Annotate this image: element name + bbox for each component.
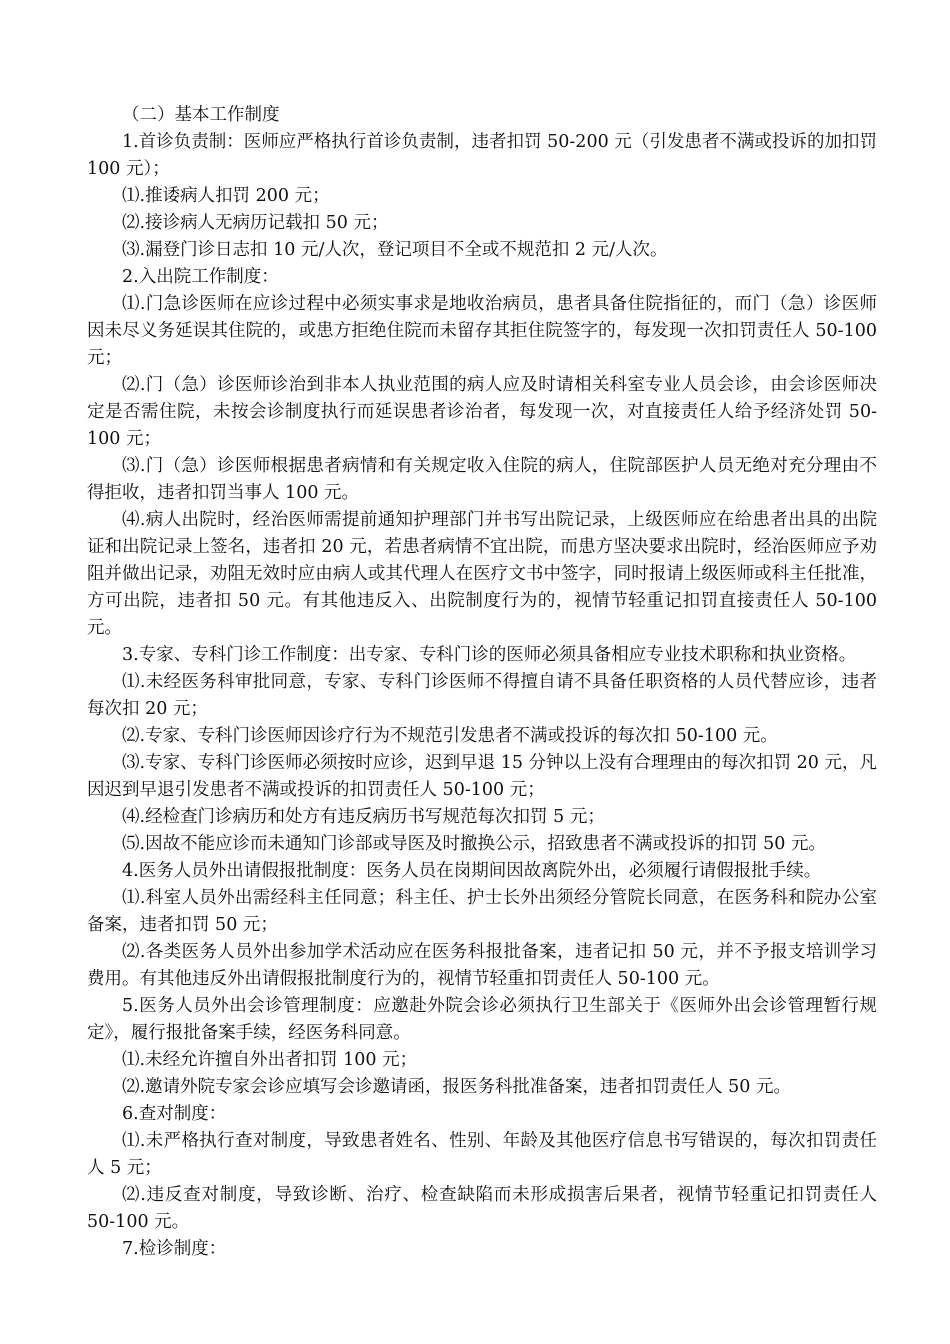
- paragraph-item: ⑸.因故不能应诊而未通知门诊部或导医及时撤换公示，招致患者不满或投诉的扣罚 50 元。: [122, 834, 826, 854]
- paragraph-item: ⑵.接诊病人无病历记载扣 50 元；: [122, 213, 389, 233]
- paragraph-item: ⑴.未严格执行查对制度，导致患者姓名、性别、年龄及其他医疗信息书写错误的，每次扣罚责任人 5 元；: [87, 1131, 877, 1178]
- paragraph-admission-discharge: 2.入出院工作制度：: [122, 267, 279, 287]
- paragraph-item: ⑶.门（急）诊医师根据患者病情和有关规定收入住院的病人，住院部医护人员无绝对充分理由不得拒收，违者扣罚当事人 100 元。: [87, 456, 877, 503]
- paragraph-examination: 7.检诊制度：: [122, 1239, 227, 1259]
- paragraph-item: ⑴.未经允许擅自外出者扣罚 100 元；: [122, 1050, 418, 1070]
- section-heading: （二）基本工作制度: [122, 105, 280, 125]
- paragraph-verification: 6.查对制度：: [122, 1104, 227, 1124]
- paragraph-first-visit-responsibility: 1.首诊负责制：医师应严格执行首诊负责制，违者扣罚 50-200 元（引发患者不满或投诉的加扣罚 100 元）；: [87, 132, 877, 179]
- paragraph-item: ⑵.违反查对制度，导致诊断、治疗、检查缺陷而未形成损害后果者，视情节轻重记扣罚责任人 50-100 元。: [87, 1185, 877, 1232]
- paragraph-specialist-clinic: 3.专家、专科门诊工作制度：出专家、专科门诊的医师必须具备相应专业技术职称和执业资格。: [122, 645, 857, 665]
- document-page: [87, 102, 877, 1263]
- paragraph-item: ⑵.各类医务人员外出参加学术活动应在医务科报批备案，违者记扣 50 元，并不予报支培训学习费用。有其他违反外出请假报批制度行为的，视情节轻重扣罚责任人 50-100 元。: [87, 942, 877, 989]
- paragraph-item: ⑵.门（急）诊医师诊治到非本人执业范围的病人应及时请相关科室专业人员会诊，由会诊医师决定是否需住院，未按会诊制度执行而延误患者诊治者，每发现一次，对直接责任人给予经济处罚 50-100 元；: [87, 375, 877, 449]
- paragraph-external-consultation: 5.医务人员外出会诊管理制度：应邀赴外院会诊必须执行卫生部关于《医师外出会诊管理暂行规定》，履行报批备案手续，经医务科同意。: [87, 996, 877, 1043]
- paragraph-item: ⑴.科室人员外出需经科主任同意；科主任、护士长外出须经分管院长同意，在医务科和院办公室备案，违者扣罚 50 元；: [87, 888, 877, 935]
- paragraph-item: ⑵.专家、专科门诊医师因诊疗行为不规范引发患者不满或投诉的每次扣 50-100 元。: [122, 726, 778, 746]
- paragraph-item: ⑴.门急诊医师在应诊过程中必须实事求是地收治病员，患者具备住院指征的，而门（急）诊医师因未尽义务延误其住院的，或患方拒绝住院而未留存其拒住院签字的，每发现一次扣罚责任人 50-100 元；: [87, 294, 877, 368]
- paragraph-item: ⑴.未经医务科审批同意，专家、专科门诊医师不得擅自请不具备任职资格的人员代替应诊，违者每次扣 20 元；: [87, 672, 877, 719]
- paragraph-item: ⑴.推诿病人扣罚 200 元；: [122, 186, 330, 206]
- paragraph-item: ⑷.经检查门诊病历和处方有违反病历书写规范每次扣罚 5 元；: [122, 807, 605, 827]
- paragraph-item: ⑶.专家、专科门诊医师必须按时应诊，迟到早退 15 分钟以上没有合理理由的每次扣罚 20 元，凡因迟到早退引发患者不满或投诉的扣罚责任人 50-100 元；: [87, 753, 877, 800]
- paragraph-item: ⑷.病人出院时，经治医师需提前通知护理部门并书写出院记录，上级医师应在给患者出具的出院证和出院记录上签名，违者扣 20 元，若患者病情不宜出院，而患方坚决要求出院时，经治医师应予劝阻并做出记录，劝阻无效时应由病人或其代理人在医疗文书中签字，同时报请上级医师或科主任批准，方可出院，违者扣 50 元。有其他违反入、出院制度行为的，视情节轻重记扣罚直接责任人 50-100 元。: [87, 510, 877, 638]
- paragraph-item: ⑵.邀请外院专家会诊应填写会诊邀请函，报医务科批准备案，违者扣罚责任人 50 元。: [122, 1077, 791, 1097]
- paragraph-leave-approval: 4.医务人员外出请假报批制度：医务人员在岗期间因故离院外出，必须履行请假报批手续。: [122, 861, 822, 881]
- paragraph-item: ⑶.漏登门诊日志扣 10 元/人次，登记项目不全或不规范扣 2 元/人次。: [122, 240, 668, 260]
